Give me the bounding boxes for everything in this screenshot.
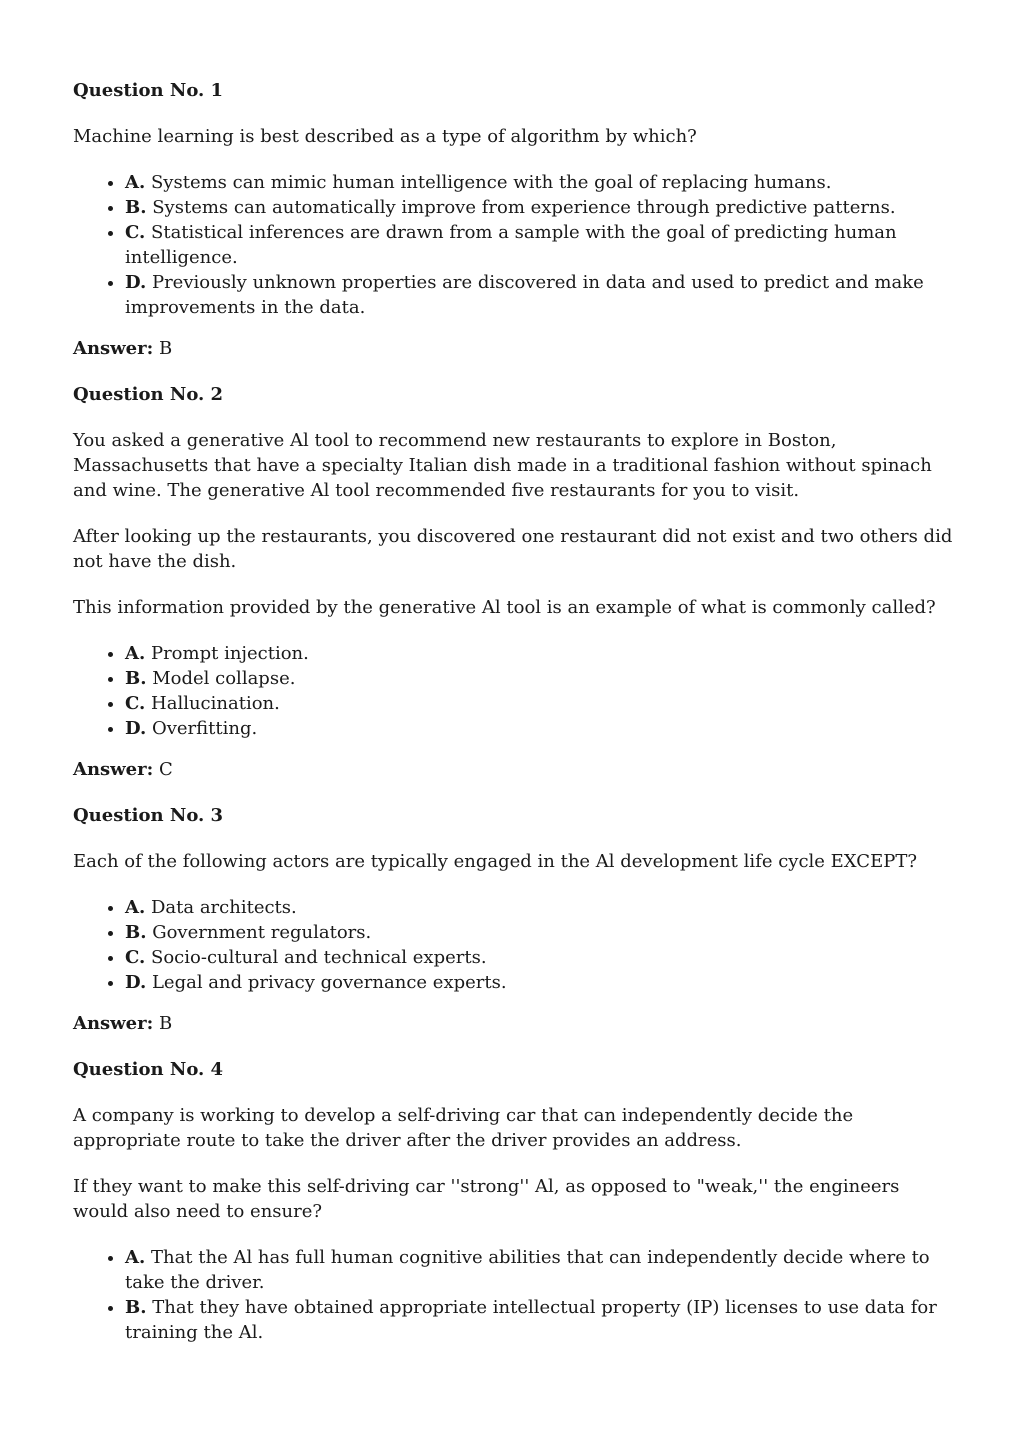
option-item	[125, 945, 953, 970]
question-4	[73, 1057, 953, 1345]
question-title: Question No. 2	[73, 384, 224, 405]
question-text: Each of the following actors are typically engaged in the Al development life cycle EXCEPT?	[73, 851, 917, 872]
question-1	[73, 78, 953, 361]
option-letter: A.	[125, 897, 146, 918]
answer-line	[73, 757, 953, 782]
option-text: That the Al has full human cognitive abilities that can independently decide where to take the driver.	[125, 1247, 930, 1293]
option-item	[125, 220, 953, 270]
option-letter: D.	[125, 272, 147, 293]
option-letter: B.	[125, 197, 147, 218]
question-text: This information provided by the generative Al tool is an example of what is commonly called?	[73, 597, 936, 618]
option-text: Model collapse.	[152, 668, 296, 689]
option-letter: A.	[125, 643, 146, 664]
question-3	[73, 803, 953, 1036]
question-text: A company is working to develop a self-driving car that can independently decide the appropriate route to take the driver after the driver provides an address.	[73, 1105, 854, 1151]
option-list	[73, 1245, 953, 1345]
question-text: Machine learning is best described as a type of algorithm by which?	[73, 126, 697, 147]
option-text: Data architects.	[150, 897, 297, 918]
document-content	[73, 78, 953, 1361]
option-item	[125, 641, 953, 666]
option-letter: B.	[125, 668, 147, 689]
option-item	[125, 920, 953, 945]
question-title: Question No. 1	[73, 80, 224, 101]
option-text: Hallucination.	[151, 693, 280, 714]
option-text: Overfitting.	[151, 718, 258, 739]
option-text: Previously unknown properties are discovered in data and used to predict and make improvements in the data.	[125, 272, 924, 318]
option-text: Government regulators.	[152, 922, 372, 943]
option-letter: A.	[125, 1247, 146, 1268]
option-item	[125, 170, 953, 195]
answer-value: B	[159, 338, 173, 359]
option-letter: B.	[125, 1297, 147, 1318]
option-letter: D.	[125, 718, 147, 739]
option-item	[125, 1245, 953, 1295]
option-item	[125, 895, 953, 920]
answer-value: C	[159, 759, 173, 780]
question-text: After looking up the restaurants, you discovered one restaurant did not exist and two others did not have the dish.	[73, 526, 953, 572]
option-item	[125, 970, 953, 995]
option-text: Socio-cultural and technical experts.	[151, 947, 487, 968]
option-letter: B.	[125, 922, 147, 943]
option-text: Legal and privacy governance experts.	[151, 972, 507, 993]
option-item	[125, 270, 953, 320]
option-list	[73, 170, 953, 320]
answer-value: B	[159, 1013, 173, 1034]
option-list	[73, 895, 953, 995]
option-text: Prompt injection.	[150, 643, 309, 664]
answer-line	[73, 1011, 953, 1036]
option-letter: C.	[125, 693, 146, 714]
option-text: That they have obtained appropriate intellectual property (IP) licenses to use data for training the Al.	[125, 1297, 937, 1343]
option-item	[125, 716, 953, 741]
option-letter: C.	[125, 222, 146, 243]
option-text: Statistical inferences are drawn from a sample with the goal of predicting human intelligence.	[125, 222, 897, 268]
option-list	[73, 641, 953, 741]
option-item	[125, 1295, 953, 1345]
question-2	[73, 382, 953, 782]
option-item	[125, 691, 953, 716]
question-title: Question No. 4	[73, 1059, 224, 1080]
answer-line	[73, 336, 953, 361]
question-text: If they want to make this self-driving car ''strong'' Al, as opposed to "weak,'' the engineers would also need to ensure?	[73, 1176, 900, 1222]
answer-label: Answer:	[73, 1013, 154, 1034]
answer-label: Answer:	[73, 759, 154, 780]
option-item	[125, 195, 953, 220]
question-title: Question No. 3	[73, 805, 224, 826]
option-item	[125, 666, 953, 691]
answer-label: Answer:	[73, 338, 154, 359]
option-text: Systems can automatically improve from experience through predictive patterns.	[152, 197, 896, 218]
option-letter: C.	[125, 947, 146, 968]
question-text: You asked a generative Al tool to recommend new restaurants to explore in Boston, Massachusetts that have a specialty Italian dish made in a traditional fashion without spinach and wine. The generative Al tool recommended five restaurants for you to visit.	[73, 430, 932, 501]
option-text: Systems can mimic human intelligence with the goal of replacing humans.	[150, 172, 832, 193]
option-letter: D.	[125, 972, 147, 993]
option-letter: A.	[125, 172, 146, 193]
